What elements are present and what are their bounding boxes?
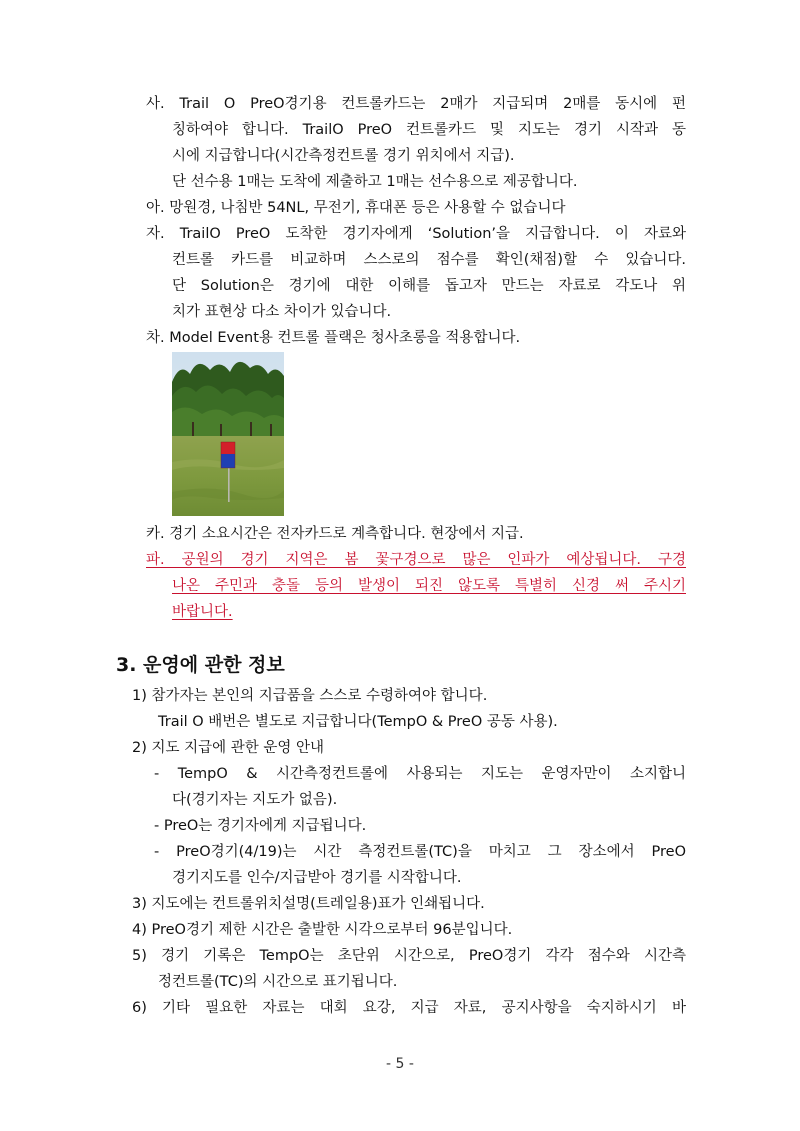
item-a: 아. 망원경, 나침반 54NL, 무전기, 휴대폰 등은 사용할 수 없습니다 — [146, 200, 566, 216]
item-sa-line-3: 시에 지급합니다(시간측정컨트롤 경기 위치에서 지급). — [172, 148, 515, 164]
section-3-item-2-bullet-1-line-2: 다(경기자는 지도가 없음). — [172, 792, 338, 808]
section-3-item-6: 6) 기타 필요한 자료는 대회 요강, 지급 자료, 공지사항을 숙지하시기 바 — [132, 1000, 686, 1016]
section-3-item-5-line-2: 정컨트롤(TC)의 시간으로 표기됩니다. — [158, 974, 398, 990]
item-ka: 카. 경기 소요시간은 전자카드로 계측합니다. 현장에서 지급. — [146, 526, 524, 542]
section-3-item-2-bullet-3: - PreO경기(4/19)는 시간 측정컨트롤(TC)을 마치고 그 장소에서 PreO — [154, 844, 686, 860]
item-ja-line-1: 자. TrailO PreO 도착한 경기자에게 ‘Solution’을 지급합니다. 이 자료와 — [146, 226, 686, 242]
section-3-item-2-bullet-1: - TempO & 시간측정컨트롤에 사용되는 지도는 운영자만이 소지합니 — [154, 766, 686, 782]
section-3-item-1: 1) 참가자는 본인의 지급품을 스스로 수령하여야 합니다. — [132, 688, 488, 704]
item-sa-line-2: 칭하여야 합니다. TrailO PreO 컨트롤카드 및 지도는 경기 시작과 동 — [172, 122, 686, 138]
item-sa-line-4: 단 선수용 1매는 도착에 제출하고 1매는 선수용으로 제공합니다. — [172, 174, 578, 190]
section-3-item-1-line-2: Trail O 배번은 별도로 지급합니다(TempO & PreO 공동 사용). — [158, 714, 558, 730]
section-3-item-5: 5) 경기 기록은 TempO는 초단위 시간으로, PreO경기 각각 점수와 시간측 — [132, 948, 686, 964]
item-ja-line-3: 단 Solution은 경기에 대한 이해를 돕고자 만드는 자료로 각도나 위 — [172, 278, 686, 294]
section-3-item-3: 3) 지도에는 컨트롤위치설명(트레일용)표가 인쇄됩니다. — [132, 896, 485, 912]
item-cha: 차. Model Event용 컨트롤 플랙은 청사초롱을 적용합니다. — [146, 330, 521, 346]
section-3-item-4: 4) PreO경기 제한 시간은 출발한 시각으로부터 96분입니다. — [132, 922, 513, 938]
item-pa-line-1: 파. 공원의 경기 지역은 봄 꽃구경으로 많은 인파가 예상됩니다. 구경 — [146, 552, 686, 568]
control-flag-photo — [172, 352, 284, 516]
section-3-title: 3. 운영에 관한 정보 — [116, 654, 285, 676]
item-pa-line-3: 바랍니다. — [172, 604, 233, 620]
section-3-item-2: 2) 지도 지급에 관한 운영 안내 — [132, 740, 325, 756]
item-pa-line-2: 나온 주민과 충돌 등의 발생이 되진 않도록 특별히 신경 써 주시기 — [172, 578, 686, 594]
item-ja-line-4: 치가 표현상 다소 차이가 있습니다. — [172, 304, 392, 320]
page-number: - 5 - — [386, 1056, 414, 1072]
section-3-item-2-bullet-2: - PreO는 경기자에게 지급됩니다. — [154, 818, 367, 834]
item-ja-line-2: 컨트롤 카드를 비교하며 스스로의 점수를 확인(채점)할 수 있습니다. — [172, 252, 686, 268]
item-sa-line-1: 사. Trail O PreO경기용 컨트롤카드는 2매가 지급되며 2매를 동시에 펀 — [146, 96, 686, 112]
section-3-item-2-bullet-3-line-2: 경기지도를 인수/지급받아 경기를 시작합니다. — [172, 870, 462, 886]
